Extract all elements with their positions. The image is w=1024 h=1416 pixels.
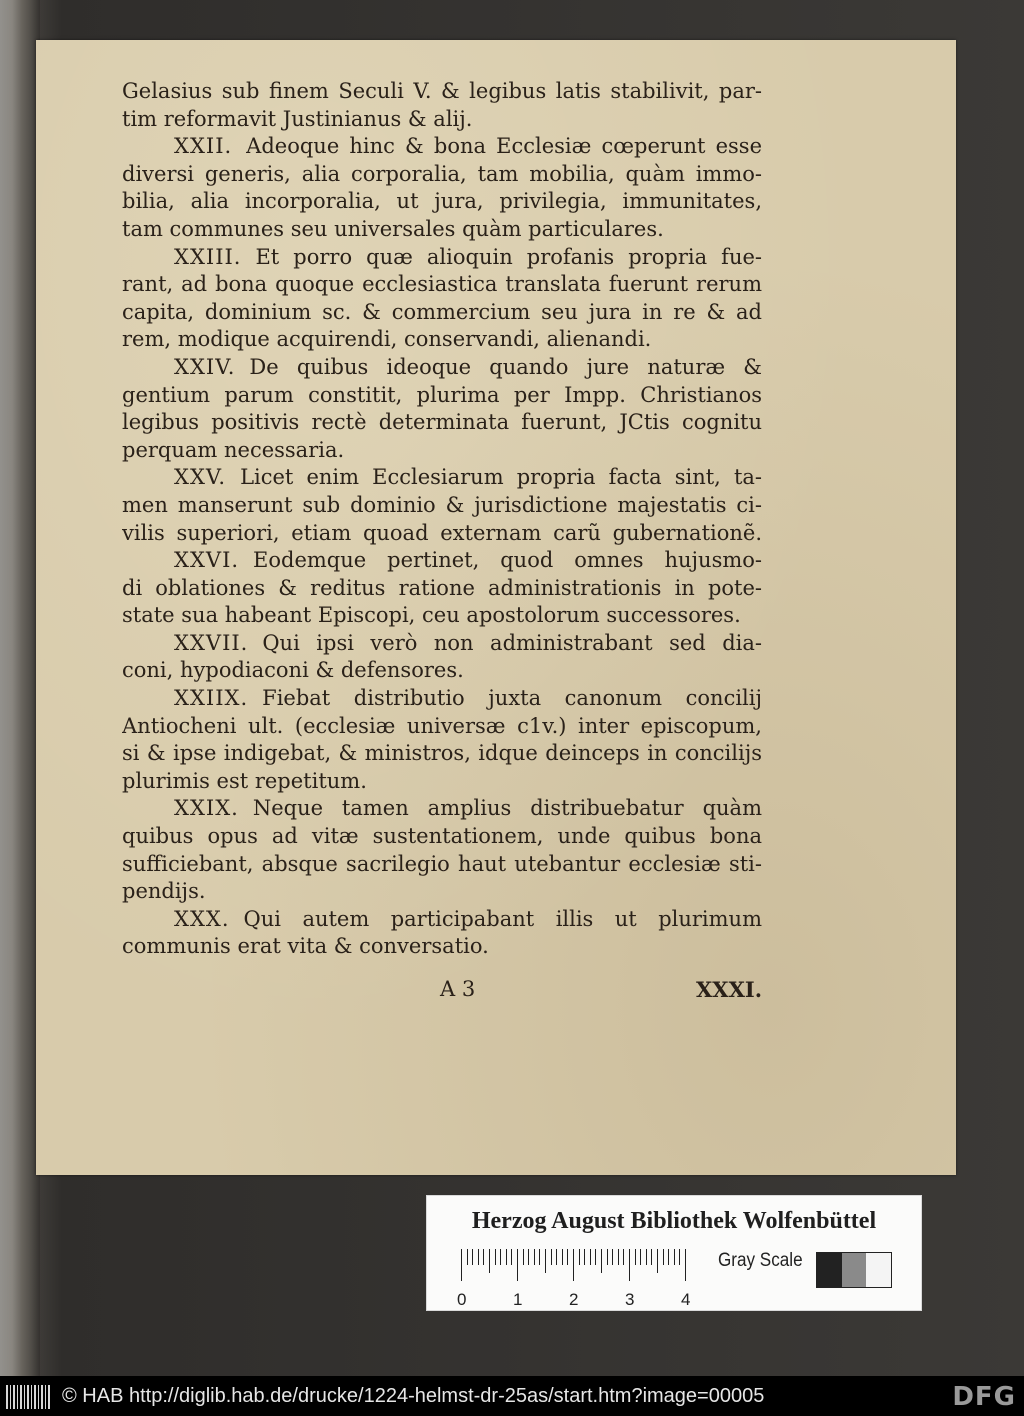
ruler-tick — [674, 1249, 675, 1265]
section-number: XXV. — [174, 465, 227, 490]
text-line — [122, 216, 762, 244]
binding-edge — [0, 0, 40, 1376]
ruler-tick — [590, 1249, 591, 1265]
section-number: XXIX. — [174, 796, 239, 821]
text-line — [122, 878, 762, 906]
gray-scale-label: Gray Scale — [718, 1250, 803, 1271]
line-text: perquam necessaria. — [122, 437, 345, 462]
page-text — [122, 78, 762, 961]
ruler-tick — [556, 1249, 557, 1265]
ruler-tick — [679, 1249, 680, 1265]
text-line — [122, 409, 762, 437]
text-line — [122, 188, 762, 216]
line-text: plurimis est repetitum. — [122, 768, 367, 793]
ruler-tick — [595, 1249, 596, 1265]
text-line — [122, 326, 762, 354]
copyright-link[interactable]: © HAB http://diglib.hab.de/drucke/1224-helmst-dr-25as/start.htm?image=00005 — [62, 1385, 765, 1407]
ruler-tick — [607, 1249, 608, 1265]
catchword: XXXI. — [695, 977, 762, 1002]
library-color-card — [426, 1195, 922, 1311]
text-line — [122, 271, 762, 299]
text-line — [122, 630, 762, 658]
ruler-tick — [668, 1249, 669, 1265]
line-text: sufficiebant, absque sacrilegio haut utebantur ecclesiæ sti- — [122, 851, 762, 876]
text-line — [122, 575, 762, 603]
ruler-tick — [629, 1249, 630, 1281]
line-text: tam communes seu universales quàm particulares. — [122, 216, 664, 241]
line-text: rant, ad bona quoque ecclesiastica translata fuerunt rerum — [122, 272, 762, 297]
text-line — [122, 933, 762, 961]
ruler-tick — [506, 1249, 507, 1265]
text-line — [122, 354, 762, 382]
section-number: XXX. — [174, 906, 230, 931]
line-text: si & ipse indigebat, & ministros, idque deinceps in concilijs — [122, 741, 762, 766]
ruler-tick — [567, 1249, 568, 1265]
section-number: XXVI. — [174, 548, 240, 573]
text-line — [122, 657, 762, 685]
line-text: Neque tamen amplius distribuebatur quàm — [252, 796, 762, 821]
line-text: legibus positivis rectè determinata fuerunt, JCtis cognitu — [122, 410, 762, 435]
text-line — [122, 520, 762, 548]
text-line — [122, 299, 762, 327]
line-text: diversi generis, alia corporalia, tam mobilia, quàm immo- — [122, 161, 762, 186]
ruler-number: 1 — [513, 1290, 523, 1309]
ruler-tick — [584, 1249, 585, 1265]
ruler-number: 4 — [681, 1290, 691, 1309]
footer-bar — [0, 1376, 1024, 1416]
ruler-tick — [523, 1249, 524, 1265]
text-line — [122, 161, 762, 189]
text-line — [122, 244, 762, 272]
text-line — [122, 133, 762, 161]
line-text: capita, dominium sc. & commercium seu jura in re & ad — [122, 299, 762, 324]
line-text: gentium parum constitit, plurima per Impp. Christianos — [122, 382, 762, 407]
ruler-tick — [517, 1249, 518, 1281]
ruler-tick — [651, 1249, 652, 1265]
card-title: Herzog August Bibliothek Wolfenbüttel — [471, 1208, 877, 1234]
gray-swatch-patch — [866, 1253, 891, 1287]
line-text: Et porro quæ alioquin profanis propria fue- — [255, 244, 762, 269]
ruler-tick — [562, 1249, 563, 1265]
text-line — [122, 78, 762, 106]
ruler-tick — [528, 1249, 529, 1265]
line-text: tim reformavit Justinianus & alij. — [122, 106, 473, 131]
line-text: vilis superiori, etiam quoad externam carũ gubernationẽ. — [122, 520, 762, 545]
ruler-tick — [663, 1249, 664, 1265]
line-text: Antiocheni ult. (ecclesiæ universæ c1v.) inter episcopum, — [122, 713, 762, 738]
ruler-tick — [467, 1249, 468, 1265]
ruler-tick — [500, 1249, 501, 1265]
section-number: XXIV. — [174, 354, 236, 379]
line-text: coni, hypodiaconi & defensores. — [122, 658, 464, 683]
ruler-tick — [685, 1249, 686, 1281]
ruler-number: 3 — [625, 1290, 635, 1309]
text-line — [122, 823, 762, 851]
barcode-icon — [6, 1385, 50, 1409]
text-line — [122, 906, 762, 934]
ruler-tick — [601, 1249, 602, 1273]
ruler-tick — [511, 1249, 512, 1265]
ruler-tick — [478, 1249, 479, 1265]
dfg-logo: DFG — [948, 1382, 1016, 1412]
text-line — [122, 795, 762, 823]
ruler-tick — [573, 1249, 574, 1281]
ruler-tick — [635, 1249, 636, 1265]
line-text: state sua habeant Episcopi, ceu apostolorum successores. — [122, 603, 741, 628]
ruler-tick — [579, 1249, 580, 1265]
ruler-tick — [534, 1249, 535, 1265]
ruler-tick — [489, 1249, 490, 1273]
text-line — [122, 713, 762, 741]
ruler-tick — [612, 1249, 613, 1265]
line-text: Adeoque hinc & bona Ecclesiæ cœperunt esse — [246, 134, 762, 159]
text-line — [122, 437, 762, 465]
line-text: Fiebat distributio juxta canonum concilij — [262, 686, 762, 711]
section-number: XXIIX. — [174, 686, 249, 711]
section-number: XXII. — [174, 134, 233, 159]
ruler-tick — [539, 1249, 540, 1265]
gray-swatch-patch — [817, 1253, 842, 1287]
gray-scale-swatch — [816, 1252, 892, 1288]
signature-mark: A 3 — [440, 977, 476, 1001]
ruler-tick — [472, 1249, 473, 1265]
ruler-tick — [640, 1249, 641, 1265]
ruler-tick — [495, 1249, 496, 1265]
line-text: Qui ipsi verò non administrabant sed dia- — [262, 630, 762, 655]
line-text: men manserunt sub dominio & jurisdictione majestatis ci- — [122, 492, 762, 517]
line-text: De quibus ideoque quando jure naturæ & — [249, 354, 762, 379]
line-text: communis erat vita & conversatio. — [122, 934, 489, 959]
line-text: rem, modique acquirendi, conservandi, alienandi. — [122, 327, 652, 352]
text-line — [122, 382, 762, 410]
ruler-tick — [623, 1249, 624, 1265]
gray-swatch-patch — [842, 1253, 867, 1287]
line-text: di oblationes & reditus ratione administrationis in pote- — [122, 575, 762, 600]
text-line — [122, 106, 762, 134]
page-footer — [122, 977, 762, 1007]
text-line — [122, 547, 762, 575]
line-text: quibus opus ad vitæ sustentationem, unde quibus bona — [122, 824, 762, 849]
scale-ruler — [461, 1249, 691, 1281]
ruler-tick — [551, 1249, 552, 1265]
ruler-tick — [483, 1249, 484, 1265]
ruler-tick — [545, 1249, 546, 1273]
text-line — [122, 740, 762, 768]
ruler-number: 2 — [569, 1290, 579, 1309]
ruler-number: 0 — [457, 1290, 467, 1309]
ruler-tick — [657, 1249, 658, 1273]
text-line — [122, 768, 762, 796]
line-text: Eodemque pertinet, quod omnes hujusmo- — [253, 548, 762, 573]
line-text: Licet enim Ecclesiarum propria facta sint, ta- — [240, 465, 762, 490]
text-line — [122, 602, 762, 630]
line-text: pendijs. — [122, 879, 206, 904]
text-line — [122, 685, 762, 713]
line-text: Qui autem participabant illis ut plurimum — [243, 906, 762, 931]
ruler-tick — [461, 1249, 462, 1281]
section-number: XXIII. — [174, 244, 242, 269]
section-number: XXVII. — [174, 630, 249, 655]
text-line — [122, 851, 762, 879]
text-line — [122, 464, 762, 492]
line-text: Gelasius sub finem Seculi V. & legibus latis stabilivit, par- — [122, 79, 762, 103]
line-text: bilia, alia incorporalia, ut jura, privilegia, immunitates, — [122, 189, 762, 214]
ruler-tick — [618, 1249, 619, 1265]
ruler-tick — [646, 1249, 647, 1265]
text-line — [122, 492, 762, 520]
